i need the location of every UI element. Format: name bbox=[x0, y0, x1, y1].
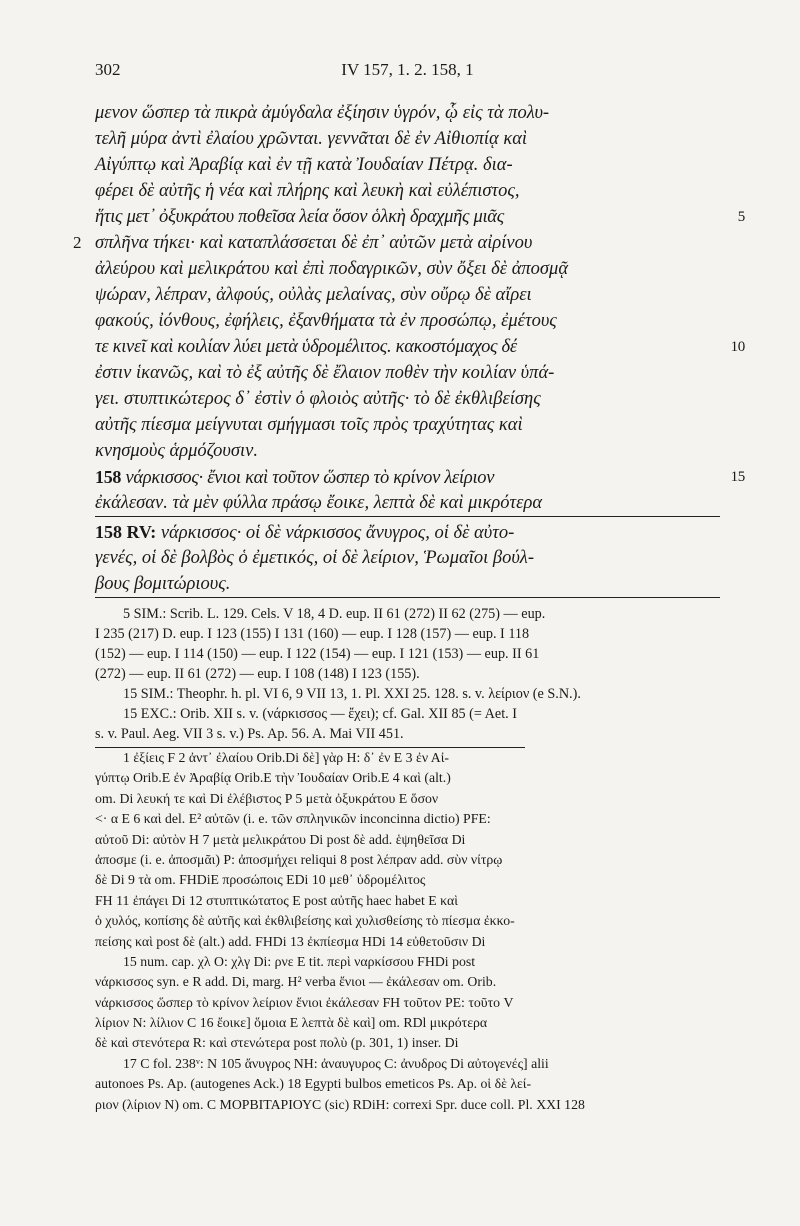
text-line-content: ἥτις μετ᾽ ὀξυκράτου ποθεῖσα λεία ὅσον ὁλκὴ δραχμῆς μιᾶς bbox=[95, 207, 504, 227]
page-number: 302 bbox=[95, 60, 121, 79]
line-number: 15 bbox=[730, 469, 745, 485]
apparatus-line: autonoes Ps. Ap. (autogenes Ack.) 18 Egypti bulbos emeticos Ps. Ap. οἱ δὲ λεί- bbox=[95, 1076, 532, 1092]
divider bbox=[95, 516, 720, 517]
text-line bbox=[95, 282, 720, 308]
rv-line-2 bbox=[95, 545, 720, 571]
text-line-content: ψώραν, λέπραν, ἀλφούς, οὐλὰς μελαίνας, σὺν οὔρῳ δὲ αἴρει bbox=[95, 285, 532, 305]
apparatus-line: πείσης καὶ post δὲ (alt.) add. FHDi 13 ἐκπίεσμα HDi 14 εὐθετοῦσιν Di bbox=[95, 933, 486, 949]
critical-apparatus bbox=[95, 748, 720, 1115]
text-line bbox=[95, 308, 720, 334]
apparatus-line: αὐτοῦ Di: αὐτὸν H 7 μετὰ μελικράτου Di post δὲ add. ἑψηθεῖσα Di bbox=[95, 831, 466, 847]
rv-line-1 bbox=[95, 519, 720, 545]
testimonia-line: s. v. Paul. Aeg. VII 3 s. v.) Ps. Ap. 56. A. Mai VII 451. bbox=[95, 726, 404, 742]
rv-text-2: γενές, οἱ δὲ βολβὸς ὁ ἐμετικός, οἱ δὲ λείριον, Ῥωμαῖοι βούλ- bbox=[95, 548, 534, 568]
text-line-content: κνησμοὺς ἁρμόζουσιν. bbox=[95, 441, 258, 461]
apparatus-line: FH 11 ἐπάγει Di 12 στυπτικώτατος E post αὐτῆς haec habet E καὶ bbox=[95, 892, 458, 908]
testimonia-line: (152) — eup. I 114 (150) — eup. I 122 (154) — eup. I 121 (153) — eup. II 61 bbox=[95, 646, 540, 662]
apparatus-line: νάρκισσος syn. e R add. Di, marg. H² verba ἔνιοι — ἐκάλεσαν om. Orib. bbox=[95, 974, 497, 990]
section-158-text-1: νάρκισσος· ἔνιοι καὶ τοῦτον ὥσπερ τὸ κρίνον λείριον bbox=[125, 468, 495, 488]
text-line bbox=[95, 360, 720, 386]
testimonia-line: 15 SIM.: Theophr. h. pl. VI 6, 9 VII 13, 1. Pl. XXI 25. 128. s. v. λείριον (e S.N.). bbox=[123, 686, 581, 702]
text-line-content: φακούς, ἰόνθους, ἐφήλεις, ἐξανθήματα τὰ ἐν προσώπῳ, ἐμέτους bbox=[95, 311, 557, 331]
apparatus-line: δὲ Di 9 τὰ om. FHDiE προσώποις EDi 10 μεθ᾽ ὑδρομέλιτος bbox=[95, 872, 426, 888]
page-header bbox=[95, 60, 720, 88]
apparatus-line: ὁ χυλός, κοπίσης δὲ αὐτῆς καὶ ἐκθλιβείσης καὶ χυλισθείσης τὸ πίεσμα ἐκκο- bbox=[95, 913, 515, 929]
text-line bbox=[95, 412, 720, 438]
text-line bbox=[95, 178, 720, 204]
text-line bbox=[95, 334, 745, 360]
section-158-line-1 bbox=[95, 464, 745, 490]
text-line bbox=[95, 152, 720, 178]
apparatus-line: ἀποσμε (i. e. ἀποσμᾶι) P: ἀποσμήχει reliqui 8 post λέπραν add. σὺν νίτρῳ bbox=[95, 851, 503, 867]
text-line bbox=[95, 100, 720, 126]
section-number: 158 bbox=[95, 467, 122, 487]
apparatus-line: δὲ καὶ στενότερα R: καὶ στενώτερα post πολὺ (p. 301, 1) inser. Di bbox=[95, 1035, 459, 1051]
rv-text-3: βους βομιτώριους. bbox=[95, 574, 231, 594]
divider bbox=[95, 597, 720, 598]
text-line-content: αὐτῆς πίεσμα μείγνυται σμήγμασι τοῖς πρὸς τραχύτητας καὶ bbox=[95, 415, 523, 435]
line-number: 10 bbox=[730, 339, 745, 355]
text-line bbox=[95, 256, 720, 282]
text-line-content: σπλῆνα τήκει· καὶ καταπλάσσεται δὲ ἐπ᾽ αὐτῶν μετὰ αἰρίνου bbox=[95, 233, 533, 253]
rv-line-3 bbox=[95, 571, 720, 597]
text-line-content: φέρει δὲ αὐτῆς ἡ νέα καὶ πλήρης καὶ λευκὴ καὶ εὐλέπιστος, bbox=[95, 181, 520, 201]
testimonia-line: 5 SIM.: Scrib. L. 129. Cels. V 18, 4 D. eup. II 61 (272) II 62 (275) — eup. bbox=[123, 606, 546, 622]
chapter-number: 2 bbox=[73, 233, 82, 252]
apparatus-line: νάρκισσος ὥσπερ τὸ κρίνον λείριον ἔνιοι ἐκάλεσαν FH τοῦτον PE: τοῦτο V bbox=[95, 994, 514, 1010]
apparatus-line: γύπτῳ Orib.E ἐν Ἀραβίᾳ Orib.E τὴν Ἰουδαίαν Orib.E 4 καὶ (alt.) bbox=[95, 770, 451, 786]
rv-text-1: νάρκισσος· οἱ δὲ νάρκισσος ἄνυγρος, οἱ δὲ αὐτο- bbox=[160, 523, 515, 543]
testimonia-line: (272) — eup. II 61 (272) — eup. I 108 (148) I 123 (155). bbox=[95, 666, 420, 682]
apparatus-line: λίριον N: λίλιον C 16 ἔοικε] ὅμοια E λεπτὰ δὲ καὶ] om. RDl μικρότερα bbox=[95, 1015, 488, 1031]
testimonia-line: I 235 (217) D. eup. I 123 (155) I 131 (160) — eup. I 128 (157) — eup. I 118 bbox=[95, 626, 530, 642]
apparatus-line: <· α E 6 καὶ del. E² αὐτῶν (i. e. τῶν σπληνικῶν inconcinna dictio) PFE: bbox=[95, 811, 491, 827]
text-line-content: Αἰγύπτῳ καὶ Ἀραβίᾳ καὶ ἐν τῇ κατὰ Ἰουδαίαν Πέτρᾳ. δια- bbox=[95, 155, 513, 175]
testimonia bbox=[95, 604, 720, 744]
line-number: 5 bbox=[737, 209, 745, 225]
text-line bbox=[95, 438, 720, 464]
text-line-content: μενον ὥσπερ τὰ πικρὰ ἀμύγδαλα ἐξίησιν ὑγρόν, ᾧ εἰς τὰ πολυ- bbox=[95, 103, 550, 123]
rv-block bbox=[95, 519, 720, 597]
text-line-content: ἀλεύρου καὶ μελικράτου καὶ ἐπὶ ποδαγρικῶν, σὺν ὄξει δὲ ἀποσμᾷ bbox=[95, 259, 569, 279]
text-line bbox=[95, 386, 720, 412]
text-line-content: ἐστιν ἱκανῶς, καὶ τὸ ἐξ αὐτῆς δὲ ἔλαιον ποθὲν τὴν κοιλίαν ὑπά- bbox=[95, 363, 555, 383]
apparatus-line: 1 ἐξίεις F 2 ἀντ᾽ ἐλαίου Orib.Di δὲ] γὰρ H: δ᾽ ἐν E 3 ἐν Αἰ- bbox=[123, 750, 450, 765]
apparatus-line: 17 C fol. 238ᵛ: N 105 ἄνυγρος NH: ἀναυγυρος C: ἀνυδρος Di αὐτογενές] alii bbox=[123, 1055, 549, 1071]
text-line bbox=[95, 204, 745, 230]
text-line-content: τελῆ μύρα ἀντὶ ἐλαίου χρῶνται. γεννᾶται δὲ ἐν Αἰθιοπίᾳ καὶ bbox=[95, 129, 528, 149]
section-158 bbox=[95, 464, 745, 516]
text-line-content: τε κινεῖ καὶ κοιλίαν λύει μετὰ ὑδρομέλιτος. κακοστόμαχος δέ bbox=[95, 337, 517, 357]
document-page bbox=[73, 60, 745, 1115]
apparatus-line: om. Di λευκή τε καὶ Di ἐλέβιστος P 5 μετὰ ὀξυκράτου E ὅσον bbox=[95, 790, 439, 806]
running-title: IV 157, 1. 2. 158, 1 bbox=[341, 60, 474, 79]
testimonia-line: 15 EXC.: Orib. XII s. v. (νάρκισσος — ἔχει); cf. Gal. XII 85 (= Aet. I bbox=[123, 706, 517, 722]
text-line bbox=[73, 230, 720, 256]
text-line bbox=[95, 126, 720, 152]
apparatus-line: ριον (λίριον N) om. C ΜΟΡΒΙΤΑΡΙΟΥC (sic) RDiH: correxi Spr. duce coll. Pl. XXI 128 bbox=[95, 1096, 585, 1112]
apparatus-line: 15 num. cap. χλ O: χλγ Di: ρνε E tit. περὶ ναρκίσσου FHDi post bbox=[123, 953, 476, 969]
text-line-content: γει. στυπτικώτερος δ᾽ ἐστὶν ὁ φλοιὸς αὐτῆς· τὸ δὲ ἐκθλιβείσης bbox=[95, 389, 541, 409]
main-text bbox=[73, 100, 745, 464]
section-158-text-2: ἐκάλεσαν. τὰ μὲν φύλλα πράσῳ ἔοικε, λεπτὰ δὲ καὶ μικρότερα bbox=[95, 493, 543, 513]
section-158-line-2 bbox=[95, 490, 720, 516]
rv-label: 158 RV: bbox=[95, 522, 157, 542]
